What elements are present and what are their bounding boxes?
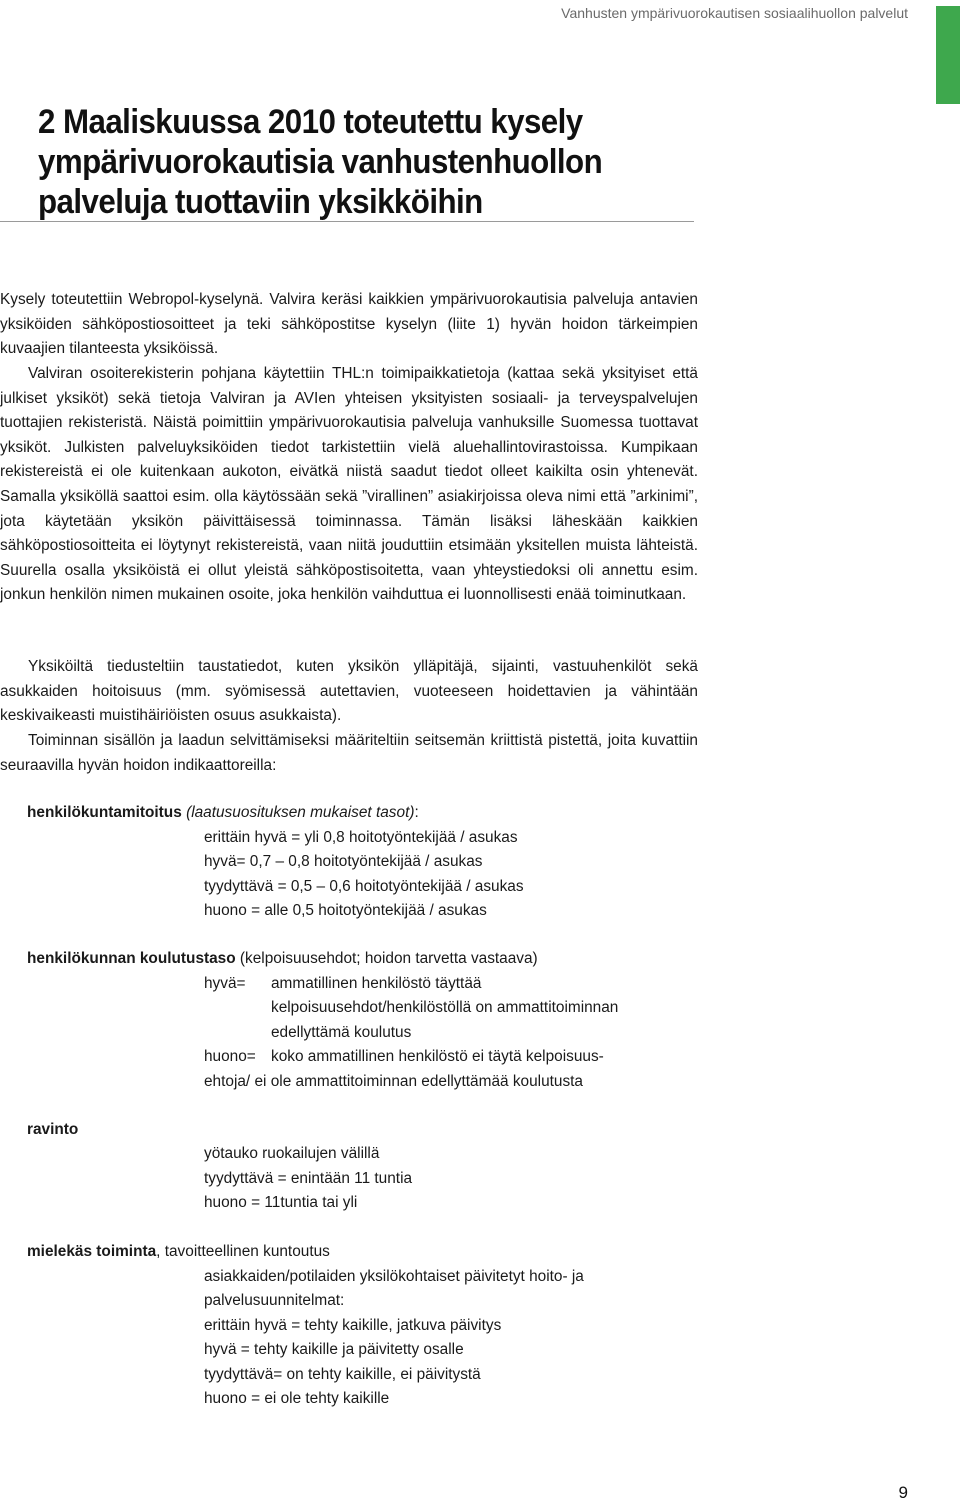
indicator-activity-label: mielekäs toiminta — [27, 1243, 157, 1260]
staffing-level-line: hyvä= 0,7 – 0,8 hoitotyöntekijää / asukas — [204, 853, 483, 870]
chapter-title: 2 Maaliskuussa 2010 toteutettu kysely ympärivuorokautisia vanhustenhuollon palveluja tuottaviin yksikköihin — [38, 103, 603, 221]
running-head: Vanhusten ympärivuorokautisen sosiaalihuollon palvelut — [561, 5, 908, 21]
indicator-education-label: henkilökunnan koulutustaso — [27, 950, 236, 967]
activity-line: erittäin hyvä = tehty kaikille, jatkuva päivitys — [204, 1317, 502, 1334]
activity-line: hyvä = tehty kaikille ja päivitetty osalle — [204, 1341, 464, 1358]
education-poor-key: huono= — [204, 1048, 256, 1065]
staffing-level-line: erittäin hyvä = yli 0,8 hoitotyöntekijää / asukas — [204, 829, 518, 846]
section-tab-marker — [936, 6, 960, 104]
paragraph-2: Valviran osoiterekisterin pohjana käytettiin THL:n toimipaikkatietoja (kattaa sekä yksityiset että julkiset yksiköt) sekä tietoja Valviran ja AVIen yhteisen yksityisten sosiaali- ja terveyspalvelujen tuottajien rekisteristä. Näistä poimittiin ympärivuorokautisia palveluja vanhuksille Suomessa tuottavat yksiköt. Julkisten palveluyksiköiden tiedot tarkistettiin vielä aluehallintovirastoissa. Kumpikaan rekistereistä ei ole kuitenkaan aukoton, eivätkä niistä saadut tiedot olleet kaikilta osin yhtenevät. Samalla yksiköllä saattoi esim. olla käytössään sekä ”virallinen” asiakirjoissa oleva nimi että ”arkinimi”, jota käytetään yksikön päivittäisessä toiminnassa. Tämän lisäksi läheskään kaikkien sähköpostiosoitteita ei löytynyt rekistereistä, vaan niitä jouduttiin etsimään yksitellen muista lähteistä. Suurella osalla yksiköistä ei ollut yleistä sähköpostisoitetta, vaan yhteystiedoksi oli annettu esim. jonkun henkilön nimen mukainen osoite, joka henkilön vaihduttua ei luonnollisesti enää toiminutkaan. — [0, 365, 698, 604]
indicator-activity-note: , tavoitteellinen kuntoutus — [156, 1243, 330, 1260]
paragraph-4: Toiminnan sisällön ja laadun selvittämiseksi määriteltiin seitsemän kriittistä pistettä, joita kuvattiin seuraavilla hyvän hoidon indikaattoreilla: — [0, 732, 698, 774]
indicator-staffing-heading — [27, 801, 419, 826]
activity-line: asiakkaiden/potilaiden yksilökohtaiset päivitetyt hoito- ja — [204, 1268, 584, 1285]
paragraph-1: Kysely toteutettiin Webropol-kyselynä. Valvira keräsi kaikkien ympärivuorokautisia palveluja antavien yksiköiden sähköpostiosoitteet ja teki sähköpostitse kyselyn (liite 1) hyvän hoidon tärkeimpien kuvaajien tilanteesta yksiköissä. — [0, 291, 698, 358]
nutrition-line: yötauko ruokailujen välillä — [204, 1145, 380, 1162]
indicator-activity-heading — [27, 1240, 330, 1265]
education-poor-line: ehtoja/ ei ole ammattitoiminnan edellyttämää koulutusta — [204, 1073, 583, 1090]
indicator-nutrition-label: ravinto — [27, 1121, 79, 1138]
education-good-line: ammatillinen henkilöstö täyttää — [271, 975, 482, 992]
indicator-staffing-label: henkilökuntamitoitus — [27, 804, 182, 821]
indicator-education-note: (kelpoisuusehdot; hoidon tarvetta vastaava) — [235, 950, 538, 967]
page-number: 9 — [898, 1483, 908, 1502]
staffing-level-line: tyydyttävä = 0,5 – 0,6 hoitotyöntekijää / asukas — [204, 878, 524, 895]
education-good-line: edellyttämä koulutus — [271, 1024, 412, 1041]
activity-line: tyydyttävä= on tehty kaikille, ei päivitystä — [204, 1366, 481, 1383]
staffing-level-line: huono = alle 0,5 hoitotyöntekijää / asukas — [204, 902, 487, 919]
indicator-education-heading — [27, 947, 538, 972]
education-poor-line: koko ammatillinen henkilöstö ei täytä kelpoisuus- — [271, 1048, 604, 1065]
nutrition-line: huono = 11tuntia tai yli — [204, 1194, 358, 1211]
paragraph-3: Yksiköiltä tiedusteltiin taustatiedot, kuten yksikön ylläpitäjä, sijainti, vastuuhenkilöt sekä asukkaiden hoitoisuus (mm. syömisessä autettavien, vuoteeseen hoidettavien ja vähintään keskivaikeasti muistihäiriöisten osuus asukkaista). — [0, 658, 698, 725]
nutrition-line: tyydyttävä = enintään 11 tuntia — [204, 1170, 413, 1187]
education-good-key: hyvä= — [204, 975, 246, 992]
activity-line: huono = ei ole tehty kaikille — [204, 1390, 390, 1407]
activity-line: palvelusuunnitelmat: — [204, 1292, 345, 1309]
indicator-staffing-note: (laatusuosituksen mukaiset tasot) — [186, 804, 415, 821]
title-divider — [0, 221, 694, 222]
indicator-staffing-colon: : — [414, 804, 419, 821]
education-good-line: kelpoisuusehdot/henkilöstöllä on ammattitoiminnan — [271, 999, 619, 1016]
